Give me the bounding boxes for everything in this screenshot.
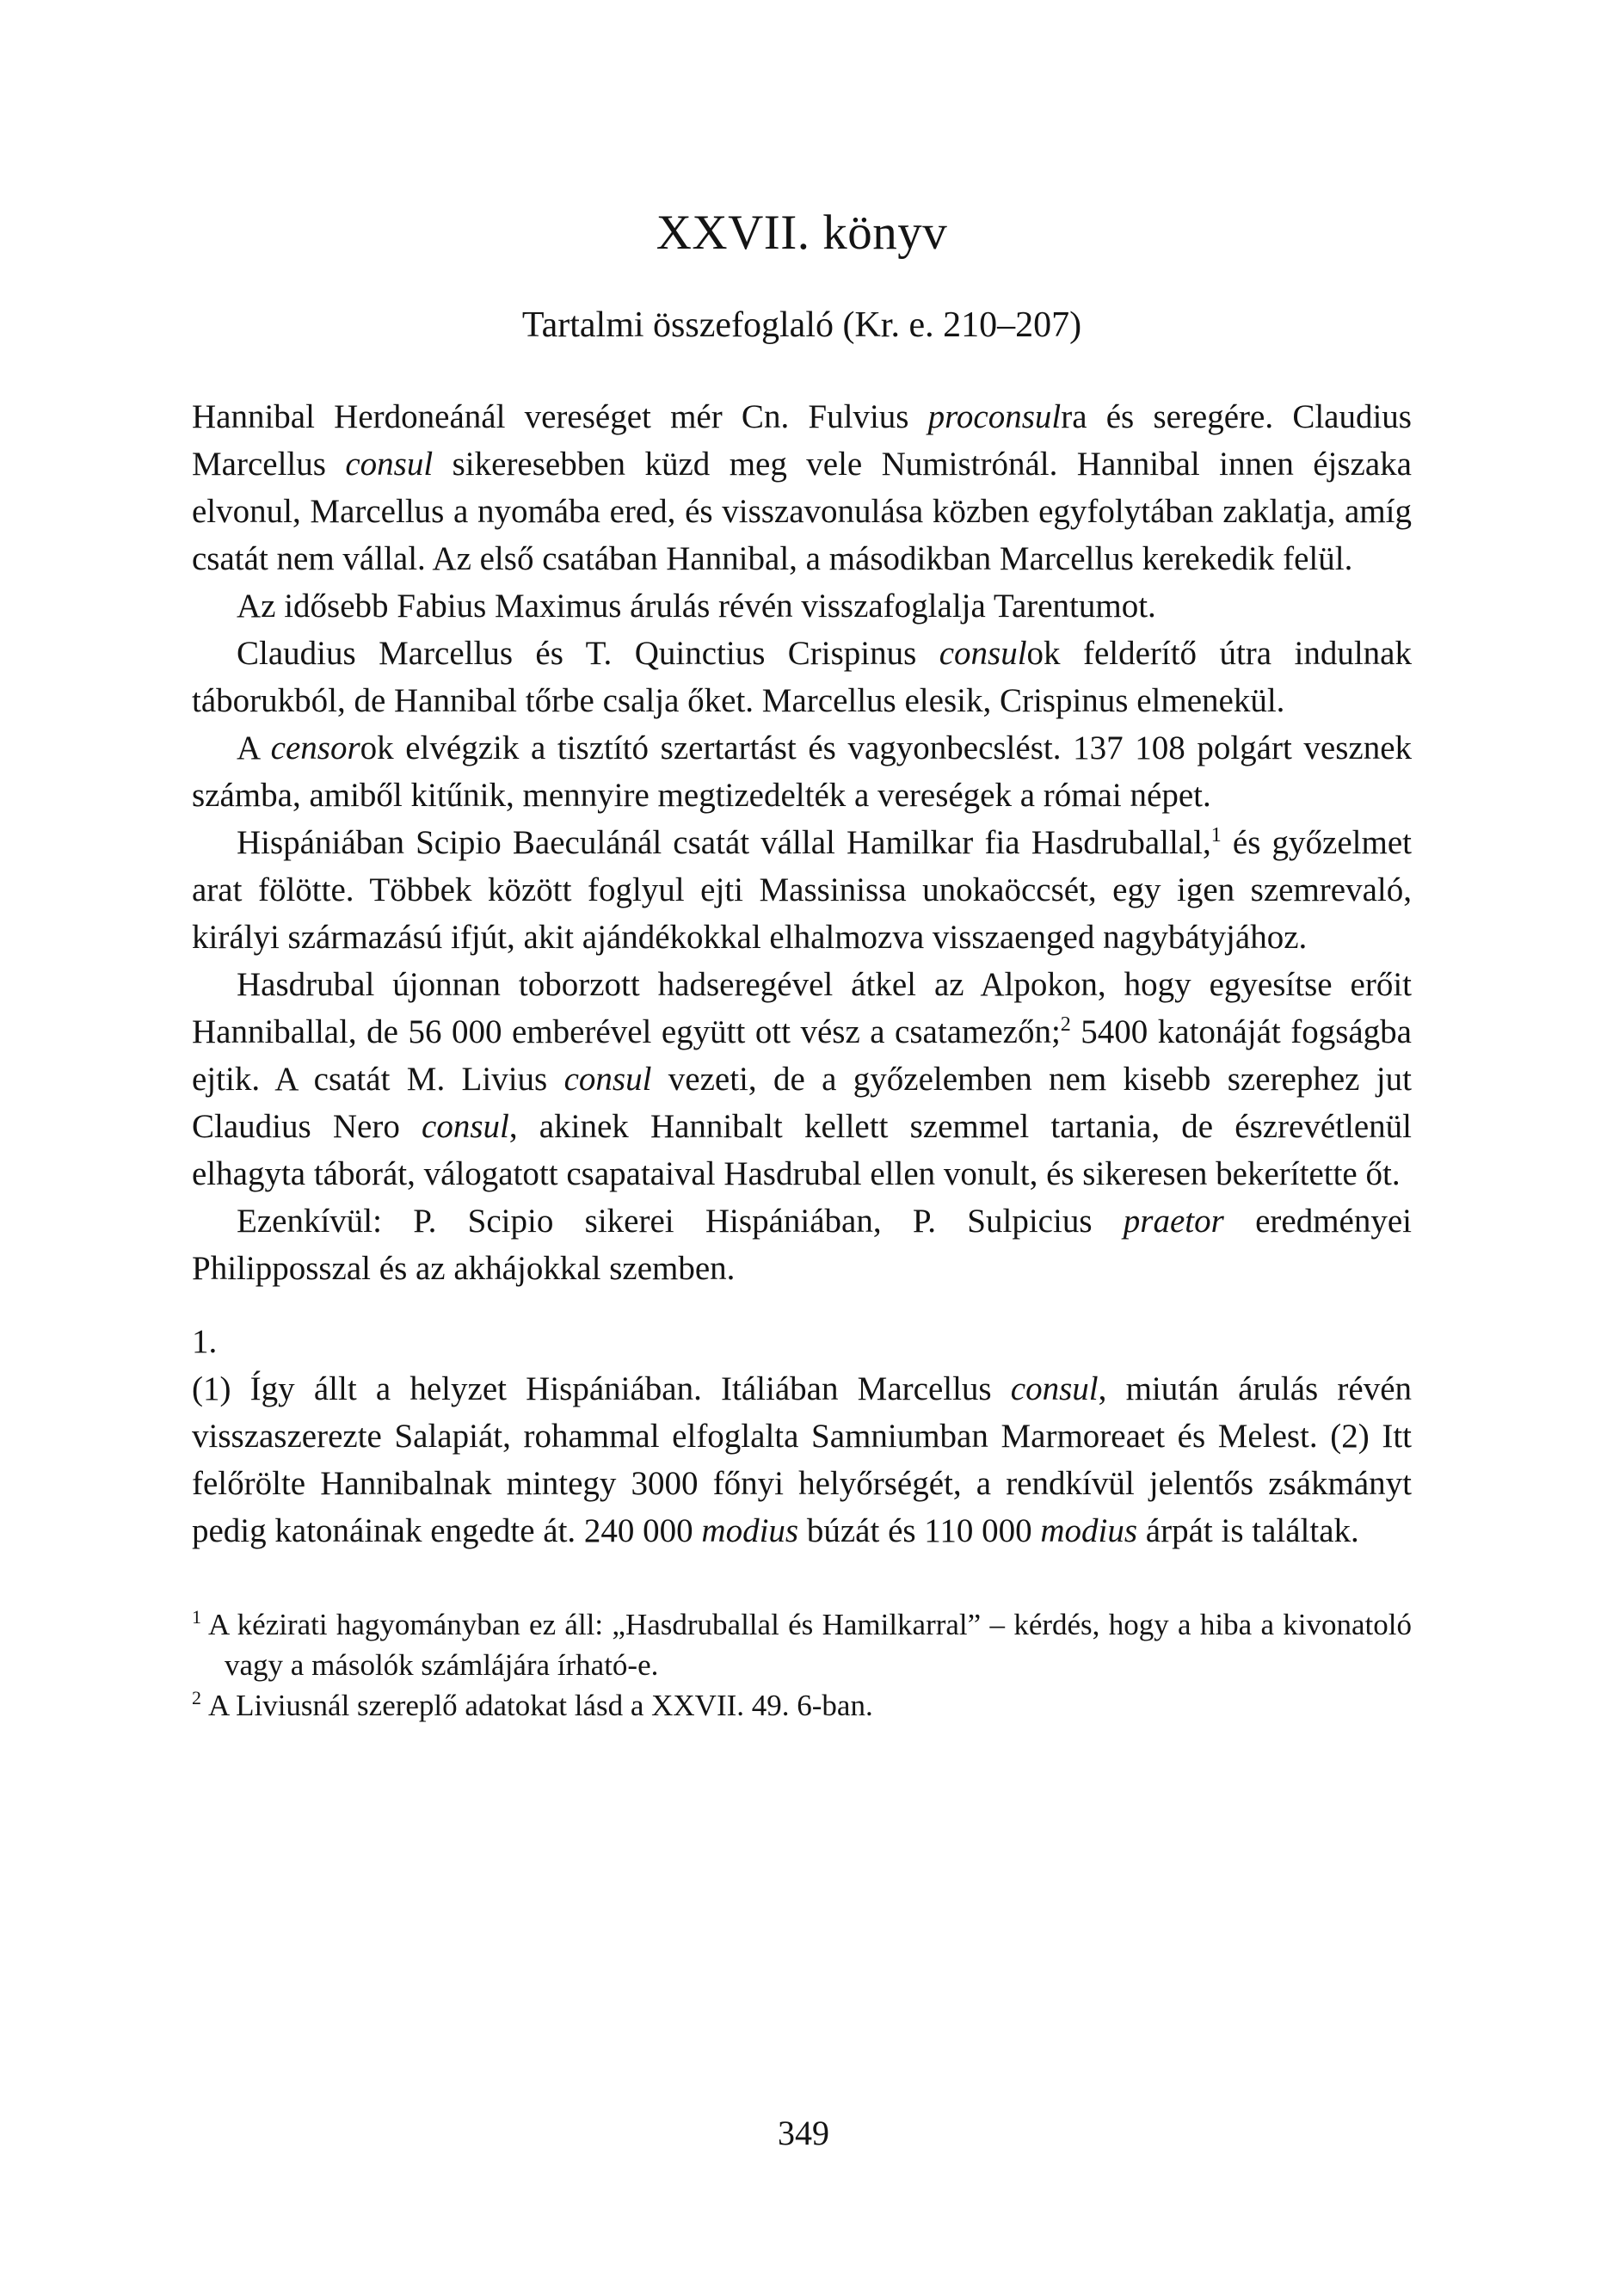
footnotes-section xyxy=(192,1604,1412,1726)
summary-paragraph: Hispániában Scipio Baeculánál csatát vállal Hamilkar fia Hasdruballal,$^1$ és győzelmet arat fölötte. Többek között foglyul ejti Massinissa unokaöccsét, egy igen szemrevaló, királyi származású ifjút, akit ajándékokkal elhalmozva visszaenged nagybátyjához. xyxy=(192,824,1412,956)
summary-paragraph: Hannibal Herdoneánál vereséget mér Cn. Fulvius proconsulra és seregére. Claudius Marcellus consul sikeresebben küzd meg vele Numistrónál. Hannibal innen éjszaka elvonul, Marcellus a nyomába ered, és visszavonulása közben egyfolytában zaklatja, amíg csatát nem vállal. Az első csatában Hannibal, a másodikban Marcellus kerekedik felül. xyxy=(192,398,1412,577)
book-title: XXVII. könyv xyxy=(656,206,948,260)
chapter-paragraph: (1) Így állt a helyzet Hispániában. Itáliában Marcellus consul, miután árulás révén visszaszerezte Salapiát, rohammal elfoglalta Samniumban Marmoreaet és Melest. (2) Itt felőrölte Hannibalnak mintegy 3000 főnyi helyőrségét, a rendkívül jelentős zsákmányt pedig katonáinak engedte át. 240 000 modius búzát és 110 000 modius árpát is találtak. xyxy=(192,1370,1412,1549)
summary-paragraph: Az idősebb Fabius Maximus árulás révén visszafoglalja Tarentumot. xyxy=(237,588,1156,625)
page-number: 349 xyxy=(778,2114,829,2152)
footnote xyxy=(192,1604,1412,1685)
summary-subtitle: Tartalmi összefoglaló (Kr. e. 210–207) xyxy=(521,305,1082,345)
footnote-marker: 2 xyxy=(192,1687,201,1708)
summary-paragraph: Hasdrubal újonnan toborzott hadseregével átkel az Alpokon, hogy egyesítse erőit Hanniballal, de 56 000 emberével együtt ott vész a csatamezőn;$^2$ 5400 katonáját fogságba ejtik. A csatát M. Livius consul vezeti, de a győzelemben nem kisebb szerephez jut Claudius Nero consul, akinek Hannibalt kellett szemmel tartania, de észrevétlenül elhagyta táborát, válogatott csapataival Hasdrubal ellen vonult, és sikeresen bekerítette őt. xyxy=(192,966,1412,1192)
summary-paragraph: A censorok elvégzik a tisztító szertartást és vagyonbecslést. 137 108 polgárt vesznek számba, amiből kitűnik, mennyire megtizedelték a vereségek a római népet. xyxy=(192,729,1413,814)
text-block xyxy=(192,0,1412,1726)
summary-section xyxy=(192,393,1412,1292)
footnote xyxy=(192,1685,1412,1726)
chapter-number: 1. xyxy=(192,1323,218,1360)
chapter-section xyxy=(192,1318,1412,1554)
summary-paragraph: Claudius Marcellus és T. Quinctius Crispinus consulok felderítő útra indulnak táborukból, de Hannibal tőrbe csalja őket. Marcellus elesik, Crispinus elmenekül. xyxy=(192,635,1412,719)
summary-paragraph: Ezenkívül: P. Scipio sikerei Hispániában, P. Sulpicius praetor eredményei Philipposszal és az akhájokkal szemben. xyxy=(192,1203,1412,1287)
footnote-marker: 1 xyxy=(192,1606,201,1628)
footnote-text: A kézirati hagyományban ez áll: „Hasdruballal és Hamilkarral” – kérdés, hogy a hiba a kivonatoló vagy a másolók számlájára írható-e. xyxy=(208,1608,1412,1682)
footnote-text: A Liviusnál szereplő adatokat lásd a XXVII. 49. 6-ban. xyxy=(208,1689,873,1722)
